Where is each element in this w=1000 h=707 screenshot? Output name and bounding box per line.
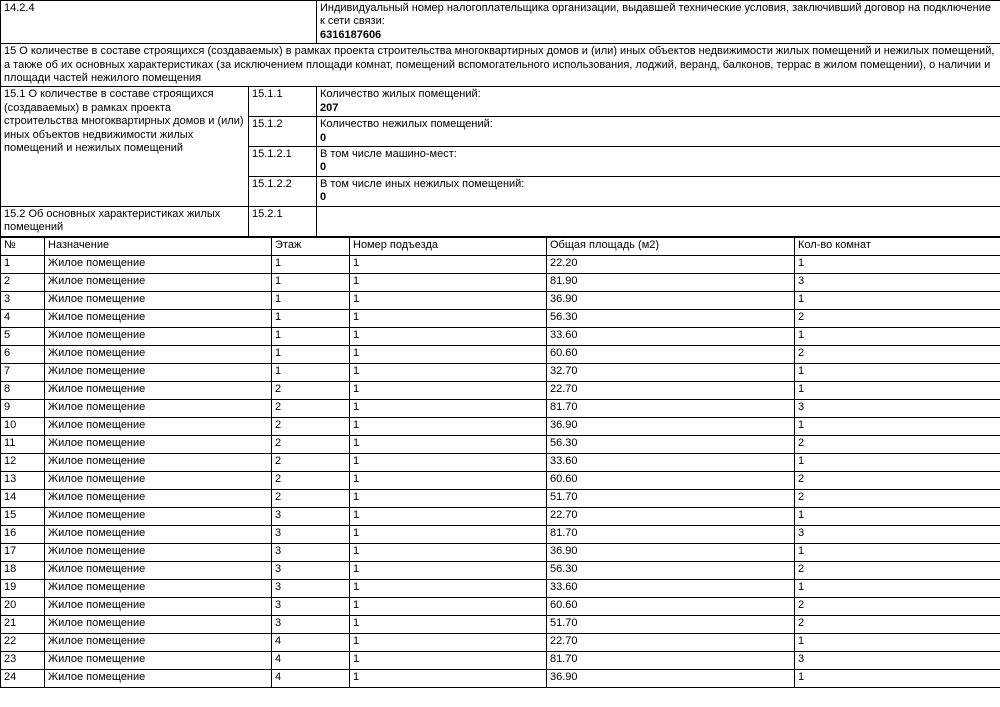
cell-entrance: 1 (350, 291, 547, 309)
cell-rooms: 1 (795, 507, 1000, 525)
label-15-1-2-1: В том числе машино-мест: (320, 148, 457, 161)
cell-rooms: 1 (795, 363, 1000, 381)
cell-content-15-1-2 (317, 117, 1000, 147)
col-header-area: Общая площадь (м2) (547, 237, 795, 255)
cell-purpose: Жилое помещение (45, 651, 272, 669)
cell-purpose: Жилое помещение (45, 417, 272, 435)
cell-purpose: Жилое помещение (45, 453, 272, 471)
cell-area: 33.60 (547, 327, 795, 345)
value-15-1-2-1: 0 (320, 161, 327, 174)
cell-number: 7 (1, 363, 45, 381)
cell-area: 22.70 (547, 633, 795, 651)
table-row (1, 453, 1000, 471)
cell-area: 33.60 (547, 453, 795, 471)
cell-rooms: 3 (795, 399, 1000, 417)
col-header-floor: Этаж (272, 237, 350, 255)
cell-purpose: Жилое помещение (45, 309, 272, 327)
value-15-1-2-2: 0 (320, 191, 327, 204)
table-row (1, 435, 1000, 453)
cell-rooms: 2 (795, 597, 1000, 615)
cell-floor: 4 (272, 669, 350, 687)
cell-rooms: 2 (795, 309, 1000, 327)
cell-entrance: 1 (350, 273, 547, 291)
cell-floor: 1 (272, 327, 350, 345)
cell-entrance: 1 (350, 309, 547, 327)
cell-purpose: Жилое помещение (45, 471, 272, 489)
cell-entrance: 1 (350, 381, 547, 399)
cell-entrance: 1 (350, 435, 547, 453)
cell-floor: 2 (272, 489, 350, 507)
row-15-1-1 (1, 87, 1000, 117)
cell-number: 3 (1, 291, 45, 309)
cell-code-15-1-1: 15.1.1 (249, 87, 317, 117)
table-row (1, 255, 1000, 273)
cell-area: 36.90 (547, 417, 795, 435)
cell-purpose: Жилое помещение (45, 489, 272, 507)
cell-purpose: Жилое помещение (45, 381, 272, 399)
cell-floor: 1 (272, 309, 350, 327)
label-15-1-2-2: В том числе иных нежилых помещений: (320, 177, 525, 190)
label-14-2-4: Индивидуальный номер налогоплательщика организации, выдавшей технические условия, заключивший договор на подключение к сети связи: (320, 2, 992, 28)
cell-floor: 1 (272, 345, 350, 363)
cell-content-15-1-2-1 (317, 147, 1000, 177)
cell-number: 9 (1, 399, 45, 417)
col-header-number: № (1, 237, 45, 255)
cell-floor: 3 (272, 507, 350, 525)
cell-number: 13 (1, 471, 45, 489)
section-15-1-label: 15.1 О количестве в составе строящихся (создаваемых) в рамках проекта строительства многоквартирных домов и (или) иных объектов недвижимости жилых помещений и нежилых помещений (1, 87, 249, 206)
cell-entrance: 1 (350, 489, 547, 507)
cell-purpose: Жилое помещение (45, 507, 272, 525)
cell-area: 33.60 (547, 579, 795, 597)
cell-rooms: 1 (795, 633, 1000, 651)
cell-code-15-1-2-1: 15.1.2.1 (249, 147, 317, 177)
cell-number: 24 (1, 669, 45, 687)
label-15-1-1: Количество жилых помещений: (320, 88, 481, 101)
cell-entrance: 1 (350, 525, 547, 543)
cell-code-15-1-2-2: 15.1.2.2 (249, 176, 317, 206)
cell-number: 21 (1, 615, 45, 633)
row-15-2-1 (1, 206, 1000, 236)
cell-number: 19 (1, 579, 45, 597)
cell-entrance: 1 (350, 345, 547, 363)
cell-rooms: 1 (795, 255, 1000, 273)
cell-entrance: 1 (350, 543, 547, 561)
row-14-2-4 (1, 1, 1000, 44)
cell-rooms: 3 (795, 651, 1000, 669)
cell-rooms: 3 (795, 525, 1000, 543)
cell-entrance: 1 (350, 453, 547, 471)
cell-area: 81.90 (547, 273, 795, 291)
cell-purpose: Жилое помещение (45, 327, 272, 345)
table-row (1, 363, 1000, 381)
col-header-purpose: Назначение (45, 237, 272, 255)
cell-entrance: 1 (350, 471, 547, 489)
premises-table (0, 237, 1000, 688)
cell-number: 5 (1, 327, 45, 345)
cell-entrance: 1 (350, 651, 547, 669)
cell-rooms: 2 (795, 471, 1000, 489)
col-header-rooms: Кол-во комнат (795, 237, 1000, 255)
cell-rooms: 2 (795, 345, 1000, 363)
cell-purpose: Жилое помещение (45, 255, 272, 273)
cell-rooms: 1 (795, 381, 1000, 399)
cell-floor: 2 (272, 381, 350, 399)
cell-purpose: Жилое помещение (45, 273, 272, 291)
cell-number: 17 (1, 543, 45, 561)
col-header-entrance: Номер подъезда (350, 237, 547, 255)
cell-number: 16 (1, 525, 45, 543)
cell-rooms: 1 (795, 669, 1000, 687)
table-row (1, 471, 1000, 489)
cell-rooms: 3 (795, 273, 1000, 291)
cell-entrance: 1 (350, 255, 547, 273)
cell-code-14-2-4: 14.2.4 (1, 1, 317, 44)
cell-area: 60.60 (547, 471, 795, 489)
table-row (1, 291, 1000, 309)
table-row (1, 597, 1000, 615)
cell-rooms: 1 (795, 417, 1000, 435)
table-row (1, 525, 1000, 543)
value-15-1-1: 207 (320, 101, 339, 114)
cell-number: 15 (1, 507, 45, 525)
cell-entrance: 1 (350, 561, 547, 579)
cell-content-15-1-1 (317, 87, 1000, 117)
cell-purpose: Жилое помещение (45, 633, 272, 651)
cell-purpose: Жилое помещение (45, 597, 272, 615)
cell-floor: 3 (272, 579, 350, 597)
cell-entrance: 1 (350, 579, 547, 597)
cell-number: 8 (1, 381, 45, 399)
cell-number: 18 (1, 561, 45, 579)
table-row (1, 669, 1000, 687)
cell-number: 12 (1, 453, 45, 471)
cell-area: 36.90 (547, 669, 795, 687)
cell-floor: 2 (272, 471, 350, 489)
table-row (1, 543, 1000, 561)
cell-floor: 1 (272, 363, 350, 381)
cell-floor: 3 (272, 561, 350, 579)
cell-rooms: 2 (795, 435, 1000, 453)
cell-area: 36.90 (547, 543, 795, 561)
cell-purpose: Жилое помещение (45, 579, 272, 597)
cell-number: 1 (1, 255, 45, 273)
table-row (1, 633, 1000, 651)
value-14-2-4: 6316187606 (320, 28, 382, 41)
value-15-1-2: 0 (320, 131, 327, 144)
cell-content-14-2-4 (317, 1, 1000, 44)
cell-number: 20 (1, 597, 45, 615)
cell-area: 56.30 (547, 561, 795, 579)
cell-rooms: 1 (795, 579, 1000, 597)
cell-floor: 4 (272, 633, 350, 651)
cell-purpose: Жилое помещение (45, 435, 272, 453)
cell-rooms: 2 (795, 561, 1000, 579)
cell-area: 22.70 (547, 507, 795, 525)
cell-floor: 3 (272, 543, 350, 561)
table-row (1, 561, 1000, 579)
table-row (1, 309, 1000, 327)
cell-code-15-2-1: 15.2.1 (249, 206, 317, 236)
table-row (1, 273, 1000, 291)
cell-rooms: 2 (795, 489, 1000, 507)
cell-rooms: 1 (795, 327, 1000, 345)
cell-area: 56.30 (547, 309, 795, 327)
cell-entrance: 1 (350, 399, 547, 417)
cell-purpose: Жилое помещение (45, 543, 272, 561)
cell-floor: 3 (272, 615, 350, 633)
table-header-row (1, 237, 1000, 255)
table-row (1, 651, 1000, 669)
cell-floor: 2 (272, 435, 350, 453)
cell-floor: 2 (272, 399, 350, 417)
cell-purpose: Жилое помещение (45, 399, 272, 417)
table-row (1, 615, 1000, 633)
cell-area: 60.60 (547, 345, 795, 363)
cell-floor: 2 (272, 417, 350, 435)
cell-entrance: 1 (350, 507, 547, 525)
cell-area: 22.70 (547, 381, 795, 399)
cell-area: 81.70 (547, 399, 795, 417)
cell-entrance: 1 (350, 597, 547, 615)
cell-rooms: 2 (795, 615, 1000, 633)
cell-number: 22 (1, 633, 45, 651)
cell-number: 6 (1, 345, 45, 363)
cell-purpose: Жилое помещение (45, 669, 272, 687)
cell-area: 22.20 (547, 255, 795, 273)
cell-purpose: Жилое помещение (45, 363, 272, 381)
cell-number: 11 (1, 435, 45, 453)
cell-entrance: 1 (350, 363, 547, 381)
cell-entrance: 1 (350, 669, 547, 687)
cell-floor: 2 (272, 453, 350, 471)
table-row (1, 327, 1000, 345)
cell-floor: 1 (272, 273, 350, 291)
cell-floor: 1 (272, 291, 350, 309)
cell-floor: 1 (272, 255, 350, 273)
section-15-2-label: 15.2 Об основных характеристиках жилых помещений (1, 206, 249, 236)
row-15-header (1, 44, 1000, 87)
cell-number: 23 (1, 651, 45, 669)
cell-floor: 3 (272, 525, 350, 543)
cell-rooms: 1 (795, 453, 1000, 471)
cell-number: 2 (1, 273, 45, 291)
cell-rooms: 1 (795, 543, 1000, 561)
cell-code-15-1-2: 15.1.2 (249, 117, 317, 147)
cell-floor: 4 (272, 651, 350, 669)
cell-purpose: Жилое помещение (45, 525, 272, 543)
cell-area: 81.70 (547, 525, 795, 543)
cell-area: 60.60 (547, 597, 795, 615)
declaration-table (0, 0, 1000, 237)
cell-number: 4 (1, 309, 45, 327)
cell-area: 36.90 (547, 291, 795, 309)
cell-purpose: Жилое помещение (45, 615, 272, 633)
cell-entrance: 1 (350, 633, 547, 651)
cell-area: 81.70 (547, 651, 795, 669)
cell-area: 56.30 (547, 435, 795, 453)
cell-content-15-1-2-2 (317, 176, 1000, 206)
table-row (1, 507, 1000, 525)
cell-content-15-2-1 (317, 206, 1000, 236)
cell-area: 51.70 (547, 489, 795, 507)
cell-entrance: 1 (350, 417, 547, 435)
cell-floor: 3 (272, 597, 350, 615)
table-row (1, 399, 1000, 417)
cell-area: 32.70 (547, 363, 795, 381)
cell-number: 10 (1, 417, 45, 435)
cell-purpose: Жилое помещение (45, 561, 272, 579)
cell-number: 14 (1, 489, 45, 507)
cell-purpose: Жилое помещение (45, 345, 272, 363)
cell-entrance: 1 (350, 615, 547, 633)
section-15-title: 15 О количестве в составе строящихся (создаваемых) в рамках проекта строительства многоквартирных домов и (или) иных объектов недвижимости жилых помещений и нежилых помещений, а также об их основных характеристиках (за исключением площади комнат, помещений вспомогательного использования, лоджий, веранд, балконов, террас в жилом помещении), о наличии и площади частей нежилого помещения (1, 44, 1000, 87)
table-row (1, 345, 1000, 363)
cell-purpose: Жилое помещение (45, 291, 272, 309)
cell-area: 51.70 (547, 615, 795, 633)
table-row (1, 417, 1000, 435)
cell-rooms: 1 (795, 291, 1000, 309)
table-row (1, 381, 1000, 399)
table-row (1, 489, 1000, 507)
cell-entrance: 1 (350, 327, 547, 345)
table-row (1, 579, 1000, 597)
label-15-1-2: Количество нежилых помещений: (320, 118, 493, 131)
